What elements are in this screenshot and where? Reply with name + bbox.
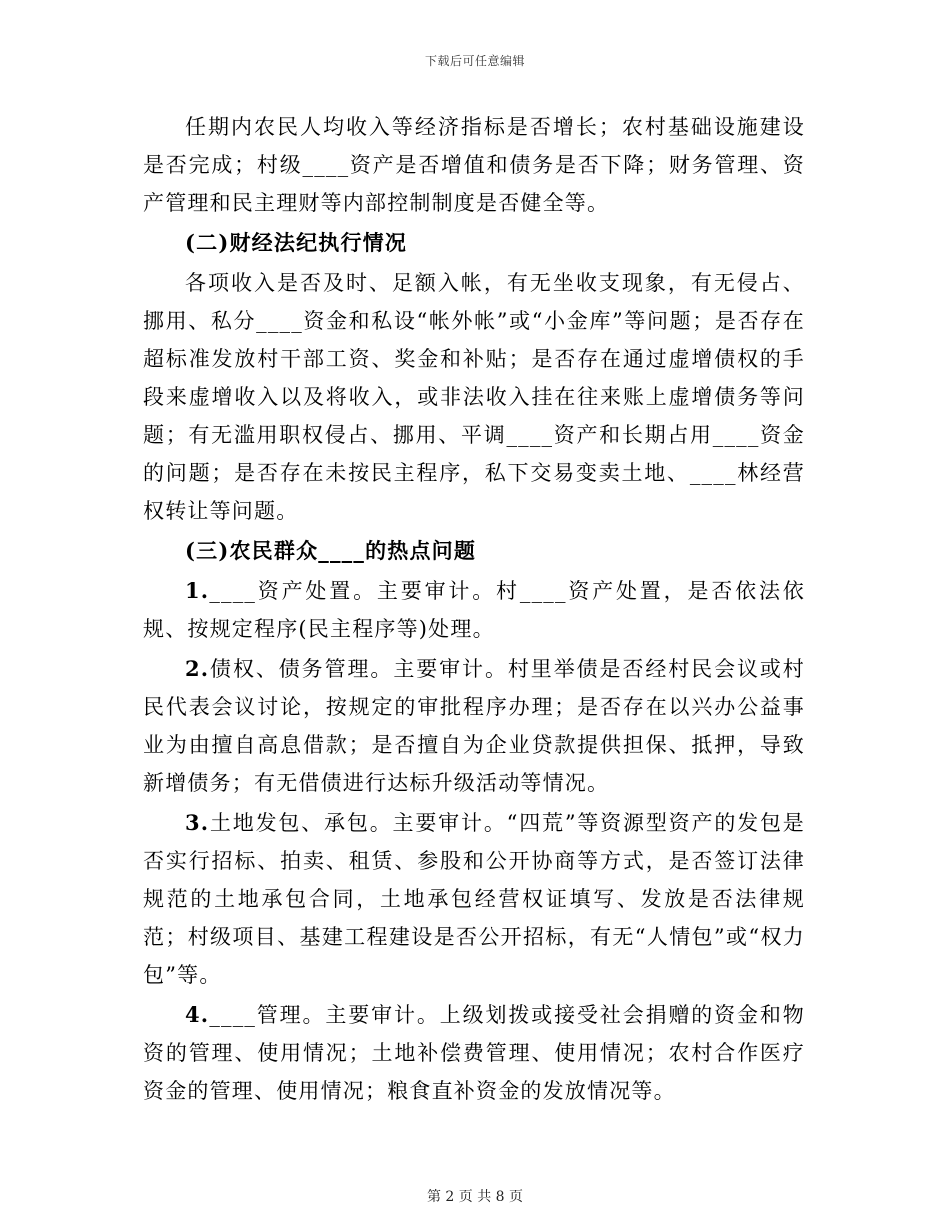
list-item-1 xyxy=(143,572,805,648)
list-item-number: 3. xyxy=(185,810,210,835)
list-item-text: ____管理。主要审计。上级划拨或接受社会捐赠的资金和物资的管理、使用情况；土地补偿费管理、使用情况；农村合作医疗资金的管理、使用情况；粮食直补资金的发放情况等。 xyxy=(143,1003,805,1103)
list-item-3 xyxy=(143,804,805,994)
page-number-footer: 第 2 页 共 8 页 xyxy=(426,1189,524,1205)
section-3-heading: (三)农民群众____的热点问题 xyxy=(185,538,477,563)
list-item-4 xyxy=(143,996,805,1110)
page-header: 下载后可任意编辑 xyxy=(424,54,525,68)
section-2-paragraph: 各项收入是否及时、足额入帐，有无坐收支现象，有无侵占、挪用、私分____资金和私设“帐外帐”或“小金库”等问题；是否存在超标准发放村干部工资、奖金和补贴；是否存在通过虚增债权的手段来虚增收入以及将收入，或非法收入挂在往来账上虚增债务等问题；有无滥用职权侵占、挪用、平调____资产和长期占用____资金的问题；是否存在未按民主程序，私下交易变卖土地、____林经营权转让等问题。 xyxy=(143,271,805,523)
list-item-text: ____资产处置。主要审计。村____资产处置，是否依法依规、按规定程序(民主程序等)处理。 xyxy=(143,579,805,641)
list-item-number: 1. xyxy=(185,578,210,603)
list-item-number: 2. xyxy=(185,656,210,681)
list-item-text: 土地发包、承包。主要审计。“四荒”等资源型资产的发包是否实行招标、拍卖、租赁、参股和公开协商等方式，是否签订法律规范的土地承包合同，土地承包经营权证填写、发放是否法律规范；村级项目、基建工程建设是否公开招标，有无“人情包”或“权力包”等。 xyxy=(143,811,805,987)
list-item-number: 4. xyxy=(185,1002,210,1027)
document-body xyxy=(143,108,805,1110)
list-item-text: 债权、债务管理。主要审计。村里举债是否经村民会议或村民代表会议讨论，按规定的审批程序办理；是否存在以兴办公益事业为由擅自高息借款；是否擅自为企业贷款提供担保、抵押，导致新增债务；有无借债进行达标升级活动等情况。 xyxy=(143,657,805,795)
intro-paragraph: 任期内农民人均收入等经济指标是否增长；农村基础设施建设是否完成；村级____资产是否增值和债务是否下降；财务管理、资产管理和民主理财等内部控制制度是否健全等。 xyxy=(143,115,805,215)
list-item-2 xyxy=(143,650,805,802)
section-2-heading: (二)财经法纪执行情况 xyxy=(185,230,408,255)
